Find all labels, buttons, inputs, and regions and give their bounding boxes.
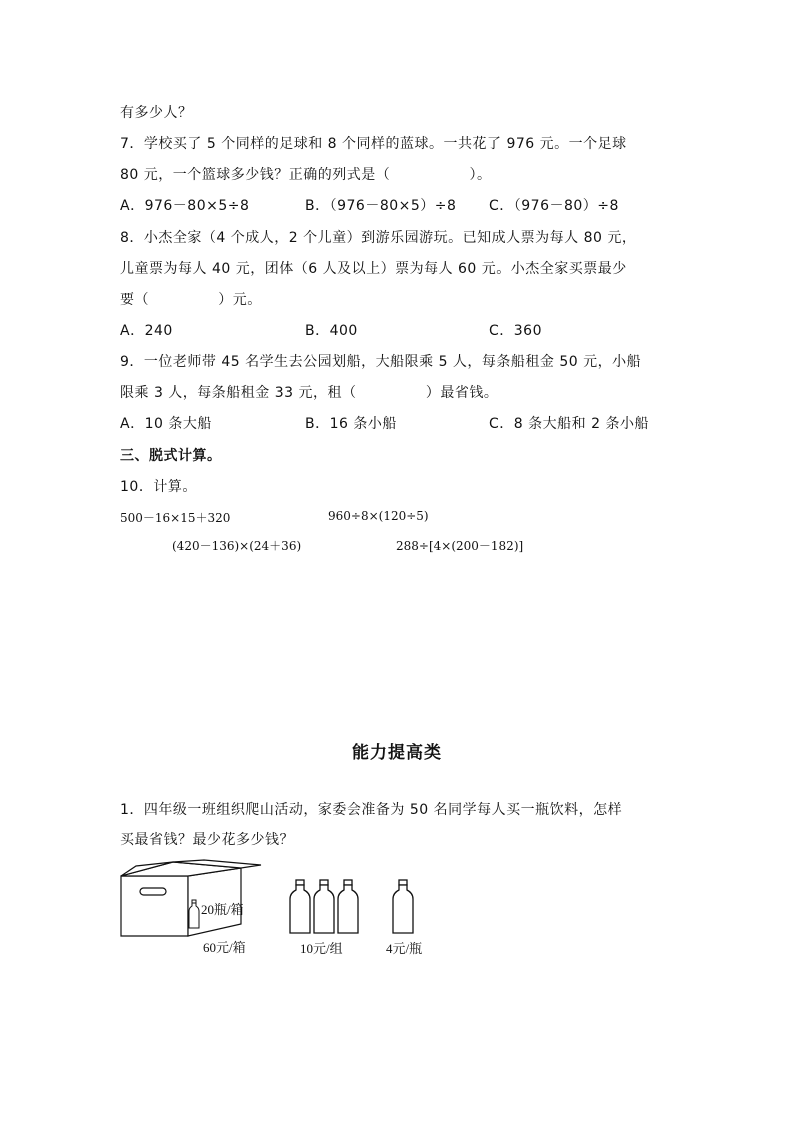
bottle-icon (188, 899, 200, 929)
expression-4: 288÷[4×(200－182)] (396, 539, 524, 553)
q8-line1: 8．小杰全家（4 个成人，2 个儿童）到游乐园游玩。已知成人票为每人 80 元， (120, 230, 637, 246)
q7-option-a: A．976－80×5÷8 (120, 198, 250, 214)
advanced-section-title: 能力提高类 (352, 743, 442, 763)
q8-option-a: A．240 (120, 323, 173, 339)
expression-1: 500－16×15＋320 (120, 511, 231, 525)
q7-line2: 80 元，一个篮球多少钱？正确的列式是（ ）。 (120, 167, 492, 183)
adv-q1-line2: 买最省钱？最少花多少钱？ (120, 832, 294, 848)
group-price: 10元/组 (300, 941, 343, 956)
q6-tail: 有多少人？ (120, 105, 193, 121)
q7-option-c: C．（976－80）÷8 (489, 198, 619, 214)
bottle-group-icon (288, 879, 360, 935)
expression-2: 960÷8×(120÷5) (328, 509, 429, 523)
q8-line2: 儿童票为每人 40 元，团体（6 人及以上）票为每人 60 元。小杰全家买票最少 (120, 261, 627, 277)
expression-3: (420－136)×(24＋36) (172, 539, 302, 553)
q8-option-c: C．360 (489, 323, 542, 339)
q9-line2: 限乘 3 人，每条船租金 33 元，租（ ）最省钱。 (120, 385, 499, 401)
q9-option-a: A．10 条大船 (120, 416, 212, 432)
box-label: 20瓶/箱 (201, 902, 244, 917)
q7-line1: 7．学校买了 5 个同样的足球和 8 个同样的蓝球。一共花了 976 元。一个足球 (120, 136, 627, 152)
q8-option-b: B．400 (305, 323, 358, 339)
q7-option-b: B．（976－80×5）÷8 (305, 198, 457, 214)
q10-label: 10．计算。 (120, 479, 197, 495)
adv-q1-line1: 1．四年级一班组织爬山活动，家委会准备为 50 名同学每人买一瓶饮料，怎样 (120, 802, 623, 818)
q9-option-c: C．8 条大船和 2 条小船 (489, 416, 649, 432)
section-3-heading: 三、脱式计算。 (120, 448, 222, 464)
q8-line3: 要（ ）元。 (120, 292, 262, 308)
q9-line1: 9．一位老师带 45 名学生去公园划船，大船限乘 5 人，每条船租金 50 元，小船 (120, 354, 642, 370)
box-price: 60元/箱 (203, 940, 246, 955)
single-price: 4元/瓶 (386, 941, 423, 956)
single-bottle-icon (391, 879, 415, 935)
q9-option-b: B．16 条小船 (305, 416, 397, 432)
